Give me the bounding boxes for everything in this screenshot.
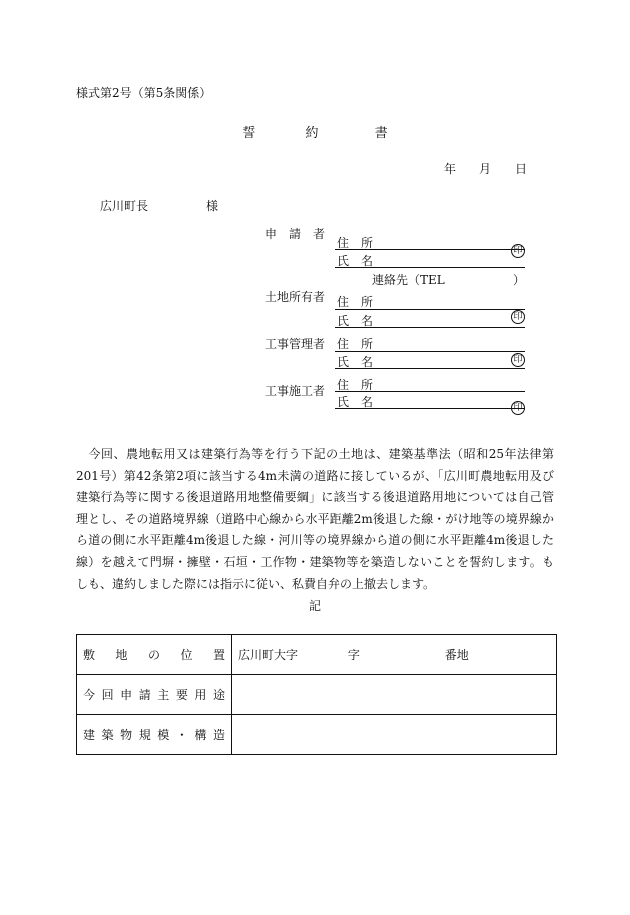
landowner-role: 土地所有者 (265, 290, 326, 304)
construction-manager-name-line[interactable] (335, 368, 525, 369)
contractor-address-line[interactable] (335, 391, 525, 392)
applicant-address-line[interactable] (335, 249, 525, 250)
location-aza-label: 字 (347, 648, 360, 662)
title-char: 誓 (242, 126, 256, 141)
document-title (0, 122, 630, 141)
location-town-label: 広川町大字 (238, 648, 299, 662)
header-char: 模 (157, 728, 170, 742)
addressee-name: 広川町長 (100, 199, 149, 213)
seal-icon: 印 (511, 401, 525, 415)
header-char: 回 (101, 688, 114, 702)
seal-icon: 印 (511, 310, 525, 324)
row-header-main-use (77, 675, 232, 715)
header-char: 申 (120, 688, 133, 702)
landowner-address-label: 住 所 (337, 295, 374, 309)
site-location-field[interactable] (232, 635, 557, 675)
header-char: ・ (175, 728, 188, 742)
row-header-building-scale-structure (77, 715, 232, 755)
seal-icon: 印 (511, 244, 525, 258)
header-char: 築 (101, 728, 114, 742)
landowner-name-line[interactable] (335, 327, 525, 328)
location-banchi-label: 番地 (444, 648, 469, 662)
header-char: 今 (83, 688, 96, 702)
construction-manager-address-line[interactable] (335, 351, 525, 352)
construction-manager-name-label: 氏 名 (337, 355, 374, 369)
table-row (77, 715, 557, 755)
seal-icon: 印 (511, 353, 525, 367)
contractor-name-line[interactable] (335, 408, 525, 409)
main-use-field[interactable] (232, 675, 557, 715)
date-day-label: 日 (515, 162, 528, 176)
applicant-contact-label: 連絡先（TEL (372, 273, 445, 287)
header-char: 建 (83, 728, 96, 742)
applicant-role: 申 請 者 (265, 227, 326, 241)
table-row (77, 635, 557, 675)
header-char: 物 (120, 728, 133, 742)
applicant-name-label: 氏 名 (337, 254, 374, 268)
header-char: 主 (157, 688, 170, 702)
date-month-label: 月 (479, 162, 492, 176)
header-char: 置 (212, 648, 225, 662)
header-char: 構 (194, 728, 207, 742)
building-scale-structure-field[interactable] (232, 715, 557, 755)
table-row (77, 675, 557, 715)
header-char: 要 (175, 688, 188, 702)
header-char: 敷 (83, 648, 96, 662)
applicant-name-line[interactable] (335, 267, 525, 268)
header-char: 請 (138, 688, 151, 702)
header-char: 造 (212, 728, 225, 742)
header-char: 用 (194, 688, 207, 702)
ki-heading: 記 (308, 599, 321, 613)
title-char: 書 (374, 126, 388, 141)
header-char: の (147, 648, 160, 662)
pledge-body-text: 今回、農地転用又は建築行為等を行う下記の土地は、建築基準法（昭和25年法律第201号）第42条第2項に該当する4m未満の道路に接しているが、「広川町農地転用及び建築行為等に関する後退道路用地整備要綱」に該当する後退道路用地については自己管理とし、その道路境界線（道路中心線から水平距離2m後退した線・がけ地等の境界線から道の側に水平距離4m後退した線・河川等の境界線から道の側に水平距離4m後退した線）を越えて門塀・擁壁・石垣・工作物・建築物等を築造しないことを誓約します。もしも、違約しました際には指示に従い、私費自弁の上撤去します。 (76, 447, 554, 591)
applicant-contact-close: ） (513, 273, 526, 287)
addressee-honorific: 様 (206, 199, 219, 213)
header-char: 規 (138, 728, 151, 742)
contractor-name-label: 氏 名 (337, 395, 374, 409)
detail-table (76, 634, 557, 755)
date-year-label: 年 (444, 162, 457, 176)
header-char: 途 (212, 688, 225, 702)
addressee (100, 197, 218, 214)
contractor-role: 工事施工者 (265, 384, 326, 398)
form-number: 様式第2号（第5条関係） (76, 86, 212, 100)
landowner-address-line[interactable] (335, 309, 525, 310)
header-char: 地 (115, 648, 128, 662)
construction-manager-address-label: 住 所 (337, 337, 374, 351)
landowner-name-label: 氏 名 (337, 314, 374, 328)
title-char: 約 (305, 126, 319, 141)
header-char: 位 (180, 648, 193, 662)
applicant-address-label: 住 所 (337, 236, 374, 250)
row-header-site-location (77, 635, 232, 675)
contractor-address-label: 住 所 (337, 378, 374, 392)
construction-manager-role: 工事管理者 (265, 337, 326, 351)
